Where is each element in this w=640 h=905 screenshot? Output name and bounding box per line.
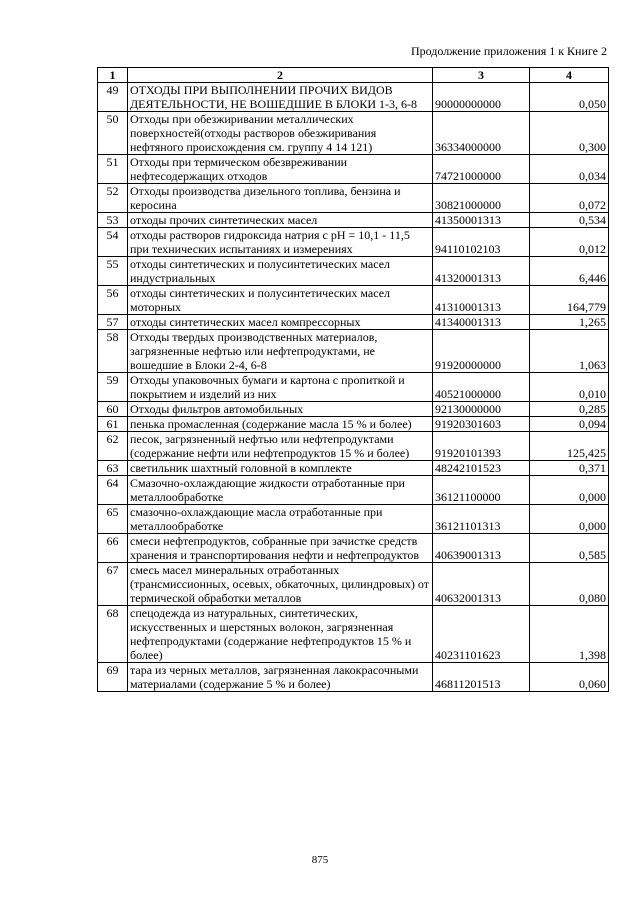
column-header-4: 4 — [530, 68, 609, 83]
table-row — [98, 83, 609, 112]
waste-name: отходы прочих синтетических масел — [128, 213, 433, 228]
waste-name: Отходы производства дизельного топлива, бензина и керосина — [128, 184, 433, 213]
waste-name: тара из черных металлов, загрязненная лакокрасочными материалами (содержание 5 % и более) — [128, 663, 433, 692]
waste-table — [97, 67, 609, 692]
row-number: 60 — [98, 402, 128, 417]
page-caption: Продолжение приложения 1 к Книге 2 — [410, 44, 607, 58]
table-row — [98, 606, 609, 663]
waste-code: 41320001313 — [433, 257, 530, 286]
column-header-row — [98, 68, 609, 83]
waste-code: 30821000000 — [433, 184, 530, 213]
waste-name: смеси нефтепродуктов, собранные при зачистке средств хранения и транспортирования нефти и нефтепродуктов — [128, 534, 433, 563]
waste-value: 0,010 — [530, 373, 609, 402]
table-row — [98, 228, 609, 257]
waste-code: 92130000000 — [433, 402, 530, 417]
table-row — [98, 402, 609, 417]
waste-code: 40639001313 — [433, 534, 530, 563]
waste-value: 6,446 — [530, 257, 609, 286]
table-row — [98, 286, 609, 315]
waste-code: 40632001313 — [433, 563, 530, 606]
table-row — [98, 432, 609, 461]
waste-code: 40521000000 — [433, 373, 530, 402]
column-header-1: 1 — [98, 68, 128, 83]
waste-value: 0,585 — [530, 534, 609, 563]
waste-name: Смазочно-охлаждающие жидкости отработанные при металлообработке — [128, 476, 433, 505]
waste-name: Отходы при термическом обезвреживании нефтесодержащих отходов — [128, 155, 433, 184]
waste-code: 41310001313 — [433, 286, 530, 315]
row-number: 67 — [98, 563, 128, 606]
waste-value: 0,094 — [530, 417, 609, 432]
waste-value: 0,034 — [530, 155, 609, 184]
table-row — [98, 461, 609, 476]
waste-code: 94110102103 — [433, 228, 530, 257]
waste-code: 36121100000 — [433, 476, 530, 505]
waste-code: 48242101523 — [433, 461, 530, 476]
table-row — [98, 663, 609, 692]
waste-value: 0,080 — [530, 563, 609, 606]
row-number: 57 — [98, 315, 128, 330]
waste-code: 91920301603 — [433, 417, 530, 432]
waste-value: 125,425 — [530, 432, 609, 461]
row-number: 69 — [98, 663, 128, 692]
waste-value: 0,000 — [530, 476, 609, 505]
waste-code: 74721000000 — [433, 155, 530, 184]
waste-name: Отходы твердых производственных материалов, загрязненные нефтью или нефтепродуктами, не вошедшие в Блоки 2-4, 6-8 — [128, 330, 433, 373]
row-number: 53 — [98, 213, 128, 228]
waste-code: 41340001313 — [433, 315, 530, 330]
waste-value: 0,300 — [530, 112, 609, 155]
waste-name: Отходы упаковочных бумаги и картона с пропиткой и покрытием и изделий из них — [128, 373, 433, 402]
waste-value: 1,063 — [530, 330, 609, 373]
row-number: 62 — [98, 432, 128, 461]
waste-value: 1,265 — [530, 315, 609, 330]
waste-code: 36121101313 — [433, 505, 530, 534]
row-number: 56 — [98, 286, 128, 315]
row-number: 58 — [98, 330, 128, 373]
waste-value: 0,000 — [530, 505, 609, 534]
waste-name: отходы растворов гидроксида натрия с pH = 10,1 - 11,5 при технических испытаниях и измерениях — [128, 228, 433, 257]
table-row — [98, 373, 609, 402]
column-header-2: 2 — [128, 68, 433, 83]
row-number: 66 — [98, 534, 128, 563]
row-number: 49 — [98, 83, 128, 112]
row-number: 61 — [98, 417, 128, 432]
waste-name: Отходы фильтров автомобильных — [128, 402, 433, 417]
table-row — [98, 330, 609, 373]
table-row — [98, 417, 609, 432]
waste-value: 1,398 — [530, 606, 609, 663]
waste-value: 0,285 — [530, 402, 609, 417]
table-row — [98, 315, 609, 330]
waste-name: песок, загрязненный нефтью или нефтепродуктами (содержание нефти или нефтепродуктов 15 % и более) — [128, 432, 433, 461]
table-row — [98, 505, 609, 534]
row-number: 64 — [98, 476, 128, 505]
row-number: 50 — [98, 112, 128, 155]
waste-value: 0,371 — [530, 461, 609, 476]
row-number: 65 — [98, 505, 128, 534]
waste-value: 0,012 — [530, 228, 609, 257]
row-number: 54 — [98, 228, 128, 257]
table-row — [98, 213, 609, 228]
waste-value: 0,534 — [530, 213, 609, 228]
waste-name: смазочно-охлаждающие масла отработанные при металлообработке — [128, 505, 433, 534]
waste-name: светильник шахтный головной в комплекте — [128, 461, 433, 476]
row-number: 59 — [98, 373, 128, 402]
row-number: 55 — [98, 257, 128, 286]
waste-code: 36334000000 — [433, 112, 530, 155]
waste-code: 90000000000 — [433, 83, 530, 112]
table-row — [98, 476, 609, 505]
column-header-3: 3 — [433, 68, 530, 83]
waste-name: ОТХОДЫ ПРИ ВЫПОЛНЕНИИ ПРОЧИХ ВИДОВ ДЕЯТЕЛЬНОСТИ, НЕ ВОШЕДШИЕ В БЛОКИ 1-3, 6-8 — [128, 83, 433, 112]
waste-code: 41350001313 — [433, 213, 530, 228]
waste-code: 91920000000 — [433, 330, 530, 373]
row-number: 68 — [98, 606, 128, 663]
waste-name: пенька промасленная (содержание масла 15 % и более) — [128, 417, 433, 432]
row-number: 63 — [98, 461, 128, 476]
waste-value: 0,060 — [530, 663, 609, 692]
table-row — [98, 155, 609, 184]
table-row — [98, 184, 609, 213]
table-row — [98, 563, 609, 606]
waste-name: отходы синтетических и полусинтетических масел индустриальных — [128, 257, 433, 286]
table-row — [98, 534, 609, 563]
waste-name: смесь масел минеральных отработанных (трансмиссионных, осевых, обкаточных, цилиндровых) от термической обработки металлов — [128, 563, 433, 606]
waste-code: 40231101623 — [433, 606, 530, 663]
waste-code: 91920101393 — [433, 432, 530, 461]
waste-value: 0,072 — [530, 184, 609, 213]
page-number: 875 — [311, 854, 329, 866]
waste-name: отходы синтетических и полусинтетических масел моторных — [128, 286, 433, 315]
waste-value: 164,779 — [530, 286, 609, 315]
waste-name: спецодежда из натуральных, синтетических, искусственных и шерстяных волокон, загрязненная нефтепродуктами (содержание нефтепродуктов 15 % и более) — [128, 606, 433, 663]
table-row — [98, 112, 609, 155]
table-row — [98, 257, 609, 286]
waste-code: 46811201513 — [433, 663, 530, 692]
waste-name: Отходы при обезжиривании металлических поверхностей(отходы растворов обезжиривания нефтяного происхождения см. группу 4 14 121) — [128, 112, 433, 155]
waste-value: 0,050 — [530, 83, 609, 112]
waste-name: отходы синтетических масел компрессорных — [128, 315, 433, 330]
row-number: 52 — [98, 184, 128, 213]
row-number: 51 — [98, 155, 128, 184]
